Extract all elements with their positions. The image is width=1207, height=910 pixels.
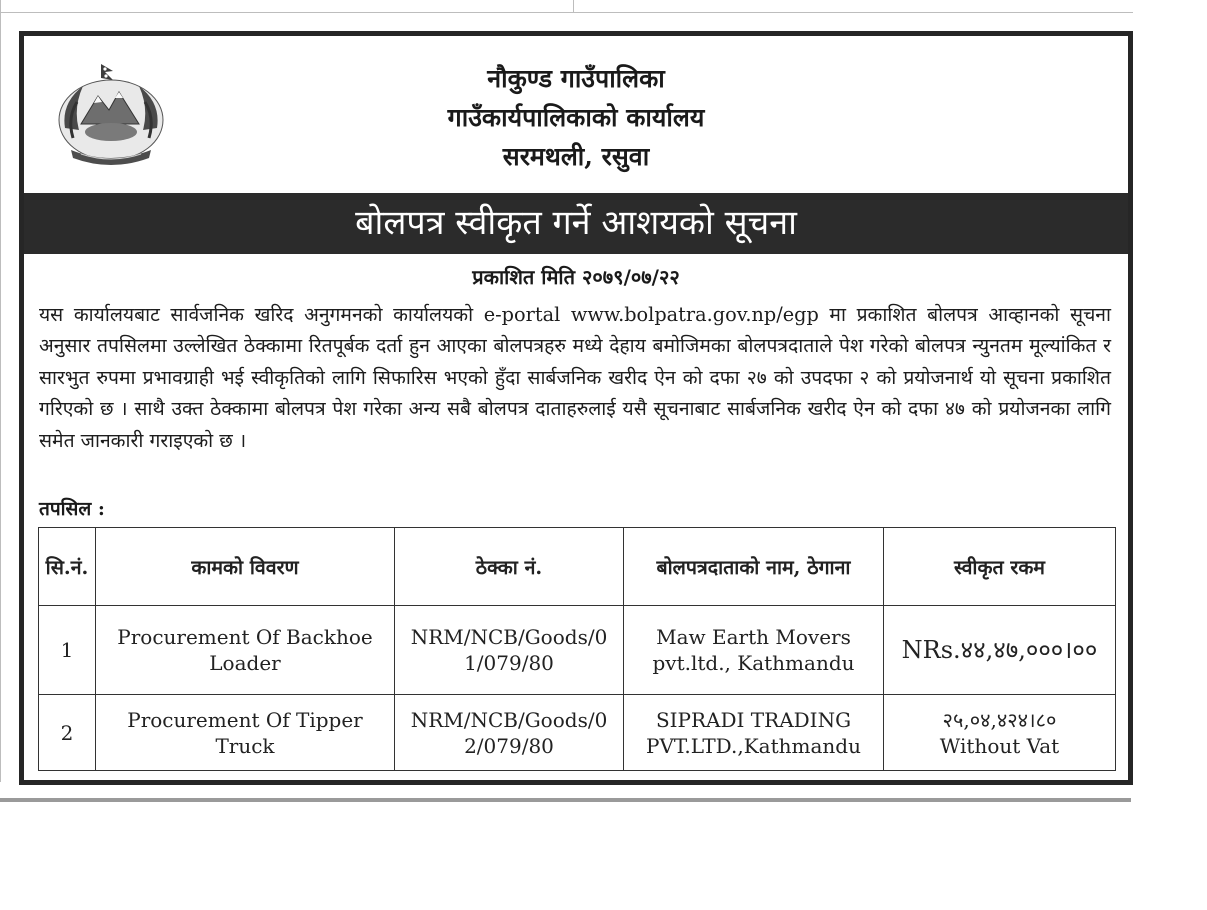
bidder-line: SIPRADI TRADING: [655, 707, 852, 732]
award-table: [38, 527, 1116, 771]
notice-box: [19, 31, 1133, 785]
cell-work-description: [96, 606, 395, 695]
header-approved-amount: स्वीकृत रकम: [884, 528, 1116, 606]
cell-bidder: [624, 695, 884, 771]
municipality-name: नौकुण्ड गाउँपालिका: [487, 64, 665, 93]
table-row: [39, 606, 1116, 695]
body-line: आव्हानको सूचना अनुसार तपसिलमा उल्लेखित ठेक्कामा रितपूर्बक दर्ता हुन आएका बोलपत्रहरु मध्ये देहाय बमोजिमका: [39, 303, 1112, 358]
bidder-line: PVT.LTD.,Kathmandu: [646, 733, 861, 758]
contract-line: 2/079/80: [464, 733, 554, 758]
left-page-margin-line: [0, 12, 1, 782]
cell-serial-no: 1: [39, 606, 96, 695]
amount-note: Without Vat: [939, 733, 1060, 758]
body-line: बोलपत्र पेश गरेका अन्य सबै बोलपत्र दाताहरुलाई यसै सूचनाबाट सार्बजनिक खरीद ऐन को दफा ४७ को प्रयोजनका: [274, 397, 1071, 421]
table-row: [39, 695, 1116, 771]
bidder-line: Maw Earth Movers: [656, 625, 851, 649]
office-header: [24, 59, 1128, 176]
cell-bidder: [624, 606, 884, 695]
top-rule-divider: [573, 0, 574, 12]
office-address: सरमथली, रसुवा: [502, 142, 650, 171]
header-work-description: कामको विवरण: [96, 528, 395, 606]
body-line: लागि समेत जानकारी गराइएको छ ।: [39, 397, 1111, 452]
top-page-rule: [0, 0, 1133, 13]
body-line: हुँदा सार्बजनिक खरीद ऐन को दफा २७ को उपदफा २ को प्रयोजनार्थ यो सूचना प्रकाशित गरिएको छ । साथै उक्त ठेक्कामा: [39, 365, 1111, 421]
work-line: Truck: [215, 733, 275, 758]
bidder-line: pvt.ltd., Kathmandu: [652, 651, 855, 675]
notice-body: [39, 299, 1111, 456]
cell-contract-no: [395, 695, 624, 771]
notice-title-banner: बोलपत्र स्वीकृत गर्ने आशयको सूचना: [24, 193, 1128, 254]
contract-line: 1/079/80: [464, 651, 554, 675]
body-line: यस कार्यालयबाट सार्वजनिक खरिद अनुगमनको कार्यालयको e-portal www.bolpatra.gov.np/egp मा प्रकाशित बोलपत्र: [39, 303, 978, 326]
header-serial-no: सि.नं.: [39, 528, 96, 606]
contract-line: NRM/NCB/Goods/0: [410, 625, 608, 649]
published-date: प्रकाशित मिति २०७९/०७/२२: [472, 265, 680, 289]
contract-line: NRM/NCB/Goods/0: [410, 707, 608, 732]
work-line: Loader: [209, 651, 281, 675]
cell-work-description: [96, 695, 395, 771]
work-line: Procurement Of Tipper: [127, 707, 363, 732]
cell-contract-no: [395, 606, 624, 695]
amount-line: २५,०४,४२४।८०: [942, 707, 1057, 732]
top-rule-tick: [0, 0, 1, 12]
header-bidder-name-address: बोलपत्रदाताको नाम, ठेगाना: [624, 528, 884, 606]
cell-approved-amount: [884, 606, 1116, 695]
amount-line: NRs.४४,४७,०००।००: [901, 636, 1098, 664]
work-line: Procurement Of Backhoe: [117, 625, 373, 649]
office-name: गाउँकार्यपालिकाको कार्यालय: [447, 103, 705, 132]
bottom-page-rule: [0, 798, 1131, 802]
header-contract-no: ठेक्का नं.: [395, 528, 624, 606]
body-line: बोलपत्रदाताले पेश गरेको बोलपत्र न्युनतम मूल्यांकित र सारभुत रुपमा प्रभावग्राही भई स्वीकृतिको लागि सिफारिस भएको: [39, 334, 1111, 389]
schedule-label: तपसिल :: [39, 498, 105, 520]
cell-serial-no: 2: [39, 695, 96, 771]
table-header-row: [39, 528, 1116, 606]
cell-approved-amount: [884, 695, 1116, 771]
